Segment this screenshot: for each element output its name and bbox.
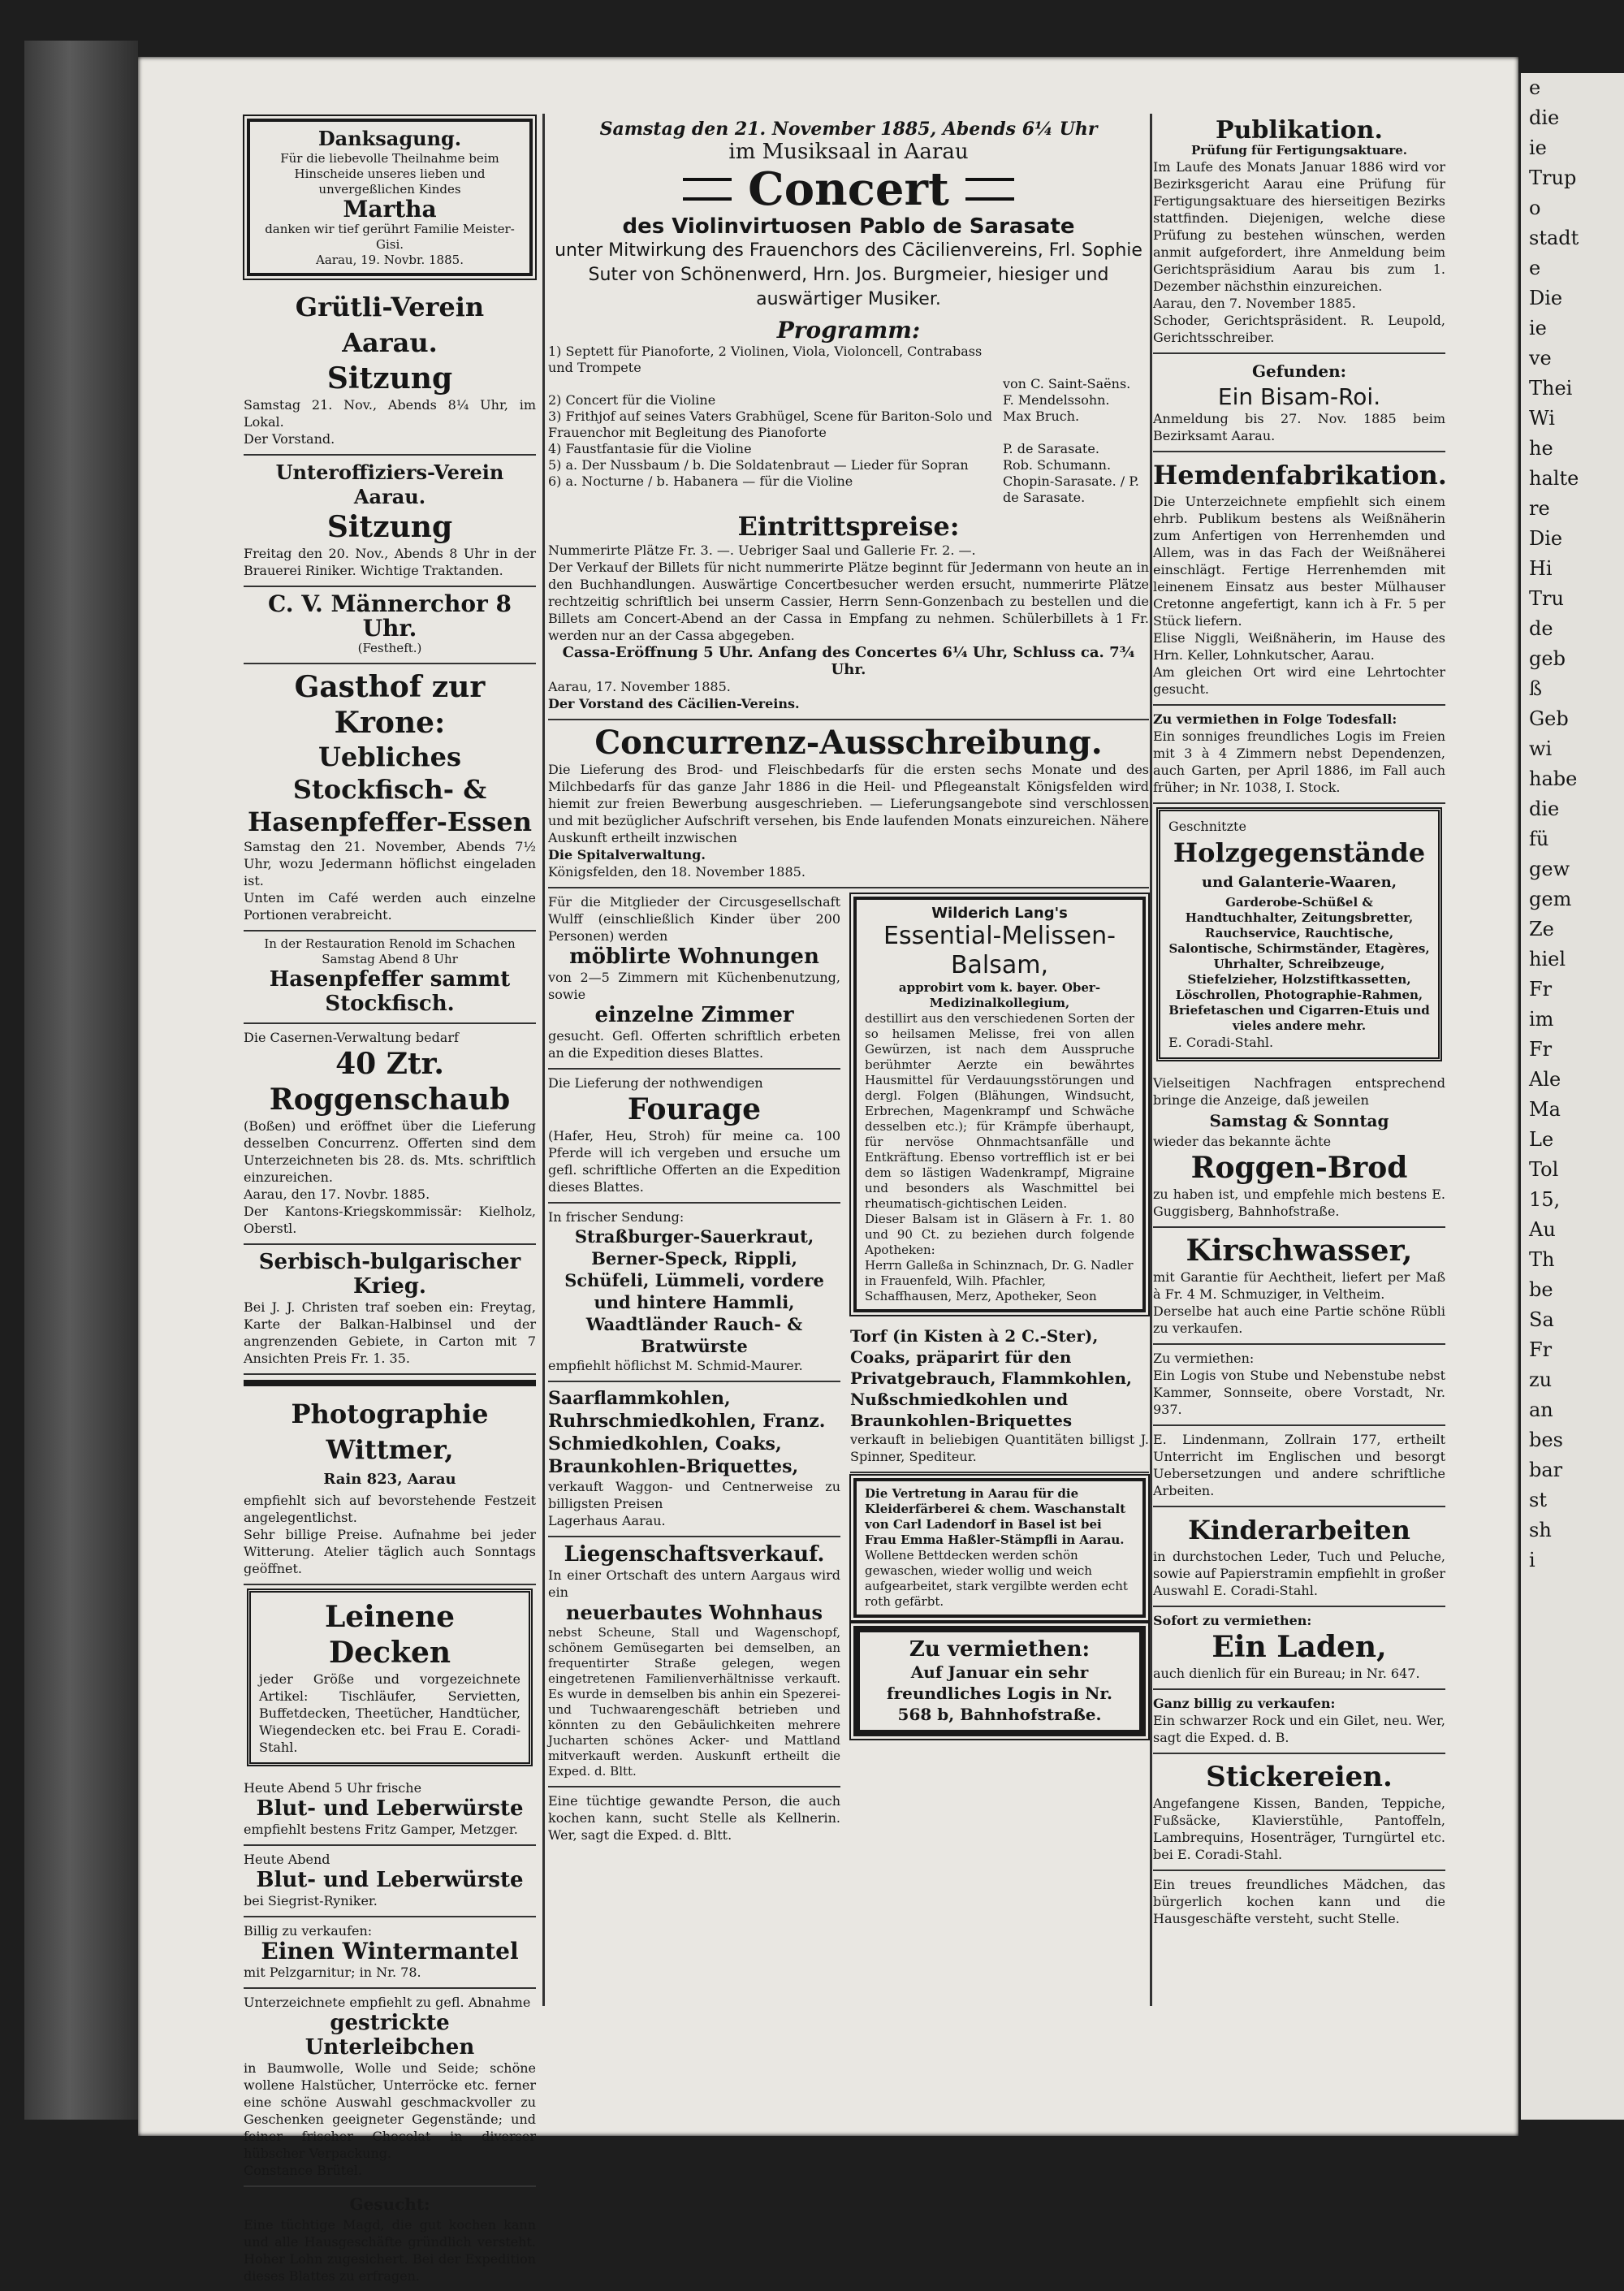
ad-krone <box>244 664 536 932</box>
ad-title: Saarflammkohlen, Ruhrschmiedkohlen, Franz. Schmiedkohlen, Coaks, Braunkohlen-Briquettes, <box>548 1388 826 1477</box>
ad-todesfall <box>1153 706 1445 804</box>
ad-fourage <box>548 1070 840 1204</box>
ad-sign: danken wir tief gerührt Familie Meister-Gisi. <box>265 222 515 252</box>
concert-text: unter Mitwirkung des Frauenchors des Cäcilienvereins, Frl. Sophie Suter von Schönenwerd, Hrn. Jos. Burgmeier, hiesiger und auswärtiger Musiker. <box>555 240 1142 309</box>
preise-sign: Der Vorstand des Cäcilien-Vereins. <box>548 696 800 711</box>
edge-text-fragment: bes <box>1529 1429 1563 1451</box>
ad-title: Gefunden: <box>1251 361 1347 381</box>
ad-sign: Constance Brütel. <box>244 2163 362 2178</box>
ad-title: Liegenschaftsverkauf. <box>564 1542 825 1567</box>
ad-text: in durchstochen Leder, Tuch und Peluche, sowie auf Papierstramin empfiehlt in großer Auswahl E. Coradi-Stahl. <box>1153 1549 1445 1598</box>
programm-composer: F. Mendelssohn. <box>1003 392 1110 408</box>
ad-maennerchor <box>244 587 536 664</box>
ad-title: Grütli-Verein Aarau. <box>295 292 485 358</box>
edge-text-fragment: Tru <box>1529 587 1564 610</box>
ad-text2: Derselbe hat auch eine Partie schöne Rübli zu verkaufen. <box>1153 1303 1445 1336</box>
ad-hemden <box>1153 452 1445 706</box>
column-center <box>548 114 1149 1850</box>
edge-text-fragment: an <box>1529 1398 1553 1421</box>
ad-text: Freitag den 20. Nov., Abends 8 Uhr in der Brauerei Riniker. Wichtige Traktanden. <box>244 546 536 578</box>
ad-text: destillirt aus den verschiedenen Sorten der so heilsamen Melisse, frei von allen Gewürzen, ist nach dem Ausspruche berühmter Aerzte ein bewährtes Hausmittel für Verdauungsstörungen und dergl. Folgen (Blähungen, Windsucht, Erbrechen, Magenkrampf und Schwäche desselben etc.); für Krämpfe überhaupt, für nervöse Ohnmachtsanfälle und Entkräftung. Ebenso vortrefflich ist er bei dem so lästigen Wadenkrampf, Migraine und besonders als Waschmittel bei rheumatisch-gichtischen Leiden. <box>865 1011 1134 1211</box>
ad-unterleibchen <box>244 1989 536 2187</box>
ad-text: Eine tüchtige gewandte Person, die auch kochen kann, sucht Stelle als Kellnerin. Wer, sagt die Exped. d. Bltt. <box>548 1793 840 1843</box>
ad-text2: Anmeldung bis 27. Nov. 1885 beim Bezirksamt Aarau. <box>1153 411 1445 443</box>
edge-text-fragment: fü <box>1529 828 1549 850</box>
programm-item <box>548 408 1149 441</box>
ad-rock <box>1153 1690 1445 1754</box>
ad-title: Fourage <box>627 1092 762 1126</box>
edge-text-fragment: Le <box>1529 1128 1554 1151</box>
ad-text: Auf Januar ein sehr freundliches Logis in Nr. 568 b, Bahnhofstraße. <box>886 1662 1113 1724</box>
ad-text: Bei J. J. Christen traf soeben ein: Freytag, Karte der Balkan-Halbinsel und der angrenzenden Gebiete, in Carton mit 7 Ansichten Preis Fr. 1. 35. <box>244 1299 536 1366</box>
ad-schachen <box>244 932 536 1024</box>
ad-text: Eine tüchtige Magd, die gut kochen kann und alle Hausgeschäfte gründlich versteht. Hoher Lohn zugesichert. Bei der Expedition dieses Blattes zu erfragen. <box>244 2217 536 2284</box>
ad-text: Vielseitigen Nachfragen entsprechend bringe die Anzeige, daß jeweilen <box>1153 1075 1445 1108</box>
programm-piece: 1) Septett für Pianoforte, 2 Violinen, Viola, Violoncell, Contrabass und Trompete <box>548 344 983 375</box>
ad-sign: Lagerhaus Aarau. <box>548 1513 666 1528</box>
ad-title: Hasenpfeffer sammt Stockfisch. <box>269 967 511 1016</box>
ad-text: Die Casernen-Verwaltung bedarf <box>244 1030 459 1045</box>
edge-text-fragment: stadt <box>1529 227 1579 249</box>
ad-text2: von 2—5 Zimmern mit Küchenbenutzung, sowie <box>548 970 840 1002</box>
ad-text: Für die liebevolle Theilnahme beim Hinscheide unseres lieben und unvergeßlichen Kindes <box>280 151 499 197</box>
ad-text2: (Hafer, Heu, Stroh) für meine ca. 100 Pferde will ich vergeben und ersuche um gefl. schriftliche Offerten an die Expedition dieses Blattes. <box>548 1128 840 1195</box>
ad-kohlen <box>548 1382 840 1537</box>
preise-text2: Der Verkauf der Billets für nicht nummerirte Plätze beginnt für Jedermann von heute an in den Buchhandlungen. Auswärtige Concertbesucher werden ersucht, nummerirte Plätze rechtzeitig schriftlich bei unserm Cassier, Herrn Senn-Gonzenbach zu bestellen und die Billets am Concert-Abend an der Cassa in Empfang zu nehmen. Schülerbillets à 1 Fr. werden nur an der Cassa abgegeben. <box>548 560 1149 643</box>
edge-text-fragment: 15, <box>1529 1188 1561 1211</box>
ad-sub: approbirt vom k. bayer. Ober-Medizinalkollegium, <box>898 980 1101 1010</box>
edge-text-fragment: Tol <box>1529 1158 1559 1181</box>
ad-title: 40 Ztr. Roggenschaub <box>269 1047 511 1117</box>
ad-text: Die Vertretung in Aarau für die Kleiderfärberei & chem. Waschanstalt von Carl Ladendorf in Basel ist bei Frau Emma Haßler-Stämpfli in Aarau. <box>865 1486 1126 1547</box>
ad-text: Unterzeichnete empfiehlt zu gefl. Abnahme <box>244 1995 531 2010</box>
programm-composer: von C. Saint-Saëns. <box>1003 376 1131 391</box>
programm-piece: 4) Faustfantasie für die Violine <box>548 441 752 456</box>
ad-sub: Rain 823, Aarau <box>323 1471 456 1488</box>
concert-artist: des Violinvirtuosen Pablo de Sarasate <box>622 214 1075 239</box>
ad-title: Holzgegenstände <box>1173 837 1426 868</box>
divider-bar <box>244 1380 536 1386</box>
ad-vermiethen <box>853 1626 1146 1736</box>
edge-text-fragment: de <box>1529 617 1553 640</box>
edge-text-fragment: e <box>1529 76 1541 99</box>
ad-text: Ein Bisam-Roi. <box>1217 383 1381 410</box>
programm-title: Programm: <box>776 317 921 344</box>
ad-photo <box>244 1391 536 1585</box>
ad-sign: Der Vorstand. <box>244 431 335 447</box>
edge-text-fragment: Fr <box>1529 1038 1553 1061</box>
ad-caserne <box>244 1024 536 1245</box>
edge-text-fragment: Fr <box>1529 1338 1553 1361</box>
programm-item <box>548 392 1149 408</box>
ad-sub: Prüfung für Fertigungsaktuare. <box>1190 143 1407 158</box>
edge-text-fragment: wi <box>1529 737 1553 760</box>
ad-title: gestrickte Unterleibchen <box>304 2011 475 2060</box>
ad-title: C. V. Männerchor 8 Uhr. <box>267 590 512 642</box>
edge-text-fragment: halte <box>1529 467 1579 490</box>
ad-text: Torf (in Kisten à 2 C.-Ster), Coaks, präparirt für den Privatgebrauch, Flammkohlen, Nußschmiedkohlen und Braunkohlen-Briquettes <box>850 1326 1133 1430</box>
ad-text: E. Lindenmann, Zollrain 177, ertheilt Unterricht im Englischen und besorgt Uebersetzungen und andere schriftliche Arbeiten. <box>1153 1432 1445 1498</box>
ad-concert <box>548 114 1149 720</box>
ad-title: Concurrenz-Ausschreibung. <box>594 724 1103 762</box>
preise-text3: Cassa-Eröffnung 5 Uhr. Anfang des Concertes 6¼ Uhr, Schluss ca. 7¾ Uhr. <box>562 644 1135 678</box>
ad-date: Königsfelden, den 18. November 1885. <box>548 864 806 880</box>
edge-text-fragment: he <box>1529 437 1553 460</box>
edge-text-fragment: Die <box>1529 527 1563 550</box>
center-subcol-left <box>548 888 840 1850</box>
ad-title: Zu vermiethen: <box>909 1637 1091 1662</box>
ad-text2: Am gleichen Ort wird eine Lehrtochter gesucht. <box>1153 664 1445 697</box>
ad-text2: Unten im Café werden auch einzelne Portionen verabreicht. <box>244 890 536 923</box>
edge-text-fragment: Ze <box>1529 918 1554 940</box>
ad-gesucht <box>244 2187 536 2291</box>
edge-text-fragment: Wi <box>1529 407 1555 430</box>
ad-text: Heute Abend 5 Uhr frische <box>244 1780 422 1796</box>
edge-text-fragment: Sa <box>1529 1308 1554 1331</box>
edge-text-fragment: sh <box>1529 1519 1552 1541</box>
ad-kinderarbeiten <box>1153 1507 1445 1607</box>
edge-text-fragment: bar <box>1529 1459 1563 1481</box>
column-rule <box>542 114 545 2006</box>
programm-composer: P. de Sarasate. <box>1003 441 1099 456</box>
ad-text2: nebst Scheune, Stall und Wagenschopf, schönem Gemüsegarten bei demselben, an frequentirter Straße gelegen, wegen eingetretenen Familienverhältnisse verkauft. Es wurde in demselben bis anhin ein Spezerei- und Tuchwaarengeschäft betrieben und könnten zu den Gebäulichkeiten mehrere Jucharten schönes Acker- und Mattland mitverkauft werden. Auskunft ertheilt die Exped. d. Bltt. <box>548 1625 840 1779</box>
ad-title: Stickereien. <box>1206 1761 1393 1793</box>
ad-text2: (Boßen) und eröffnet über die Lieferung desselben Concurrenz. Offerten sind dem Unterzeichneten bis 28. ds. Mts. schriftlich einzureichen. <box>244 1118 536 1185</box>
edge-text-fragment: gem <box>1529 888 1572 910</box>
ad-text: Ein treues freundliches Mädchen, das bürgerlich kochen kann und die Hausgeschäfte versteht, sucht Stelle. <box>1153 1877 1445 1926</box>
edge-text-fragment: im <box>1529 1008 1554 1031</box>
edge-text-fragment: o <box>1529 197 1541 219</box>
programm-piece: 5) a. Der Nussbaum / b. Die Soldatenbraut — Lieder für Sopran <box>548 457 969 473</box>
ad-sauerkraut <box>548 1204 840 1382</box>
ad-text2: verkauft in beliebigen Quantitäten billigst J. Spinner, Spediteur. <box>850 1432 1149 1464</box>
ad-maedchen <box>1153 1871 1445 1934</box>
ad-title: Roggen-Brod <box>1190 1151 1408 1185</box>
ad-liegenschaft <box>548 1537 840 1787</box>
ad-text2: wieder das bekannte ächte <box>1153 1134 1332 1149</box>
ad-text: verkauft Waggon- und Centnerweise zu billigsten Preisen <box>548 1479 840 1511</box>
column-left <box>244 114 536 2291</box>
edge-text-fragment: ie <box>1529 317 1547 339</box>
ad-danksagung <box>247 119 533 276</box>
ad-leinen <box>247 1589 533 1766</box>
programm-item <box>548 344 1149 376</box>
ad-text: Billig zu verkaufen: <box>244 1923 373 1939</box>
ad-lindenmann <box>1153 1426 1445 1507</box>
programm-list <box>548 344 1149 506</box>
ad-text3: gesucht. Gefl. Offerten schriftlich erbeten an die Expedition dieses Blattes. <box>548 1028 840 1061</box>
ad-list: Herrn Galleßa in Schinznach, Dr. G. Nadler in Frauenfeld, Wilh. Pfachler, Schaffhausen, Merz, Apotheker, Seon <box>865 1258 1134 1303</box>
edge-text-fragment: die <box>1529 106 1560 129</box>
ad-text2: in Baumwolle, Wolle und Seide; schöne wollene Halstücher, Unterröcke etc. ferner eine schöne Auswahl geschmackvoller zu Geschenken geeigneter Gegenstände; und feiner frischer Chocolat in diverser hübscher Verpackung. <box>244 2060 536 2161</box>
edge-text-fragment: Geb <box>1529 707 1569 730</box>
ad-title: Serbisch-bulgarischer Krieg. <box>258 1250 521 1299</box>
ad-kellnerin <box>548 1787 840 1850</box>
programm-piece: 3) Frithjof auf seines Vaters Grabhügel, Scene für Bariton-Solo und Frauenchor mit Begleitung des Pianoforte <box>548 408 993 440</box>
programm-composer: Chopin-Sarasate. / P. de Sarasate. <box>1003 473 1139 505</box>
ad-stickereien <box>1153 1754 1445 1871</box>
ad-date: Aarau, den 7. November 1885. <box>1153 296 1356 311</box>
programm-composer: Rob. Schumann. <box>1003 457 1112 473</box>
ad-sign: E. Coradi-Stahl. <box>1168 1035 1274 1050</box>
ad-text: Samstag 21. Nov., Abends 8¼ Uhr, im Lokal. <box>244 397 536 430</box>
ad-title: Hemdenfabrikation. <box>1153 460 1447 491</box>
ad-stube <box>1153 1345 1445 1426</box>
edge-text-fragment: die <box>1529 798 1560 820</box>
programm-piece: 2) Concert für die Violine <box>548 392 716 408</box>
ad-sign: empfiehlt höflichst M. Schmid-Maurer. <box>548 1358 803 1373</box>
ad-title: Blut- und Leberwürste <box>256 1868 524 1892</box>
programm-item <box>548 473 1149 506</box>
ad-title: Photographie Wittmer, <box>291 1398 489 1465</box>
ad-sign: zu haben ist, und empfehle mich bestens E. Guggisberg, Bahnhofstraße. <box>1153 1187 1445 1219</box>
adjacent-page-edge <box>1518 73 1624 2120</box>
ad-text2: Wollene Bettdecken werden schön gewaschen, wieder wollig und weich aufgearbeitet, stark vergilbte werden echt roth gefärbt. <box>865 1548 1128 1609</box>
ad-text: Die Lieferung der nothwendigen <box>548 1075 763 1091</box>
preise-title: Eintrittspreise: <box>737 511 960 542</box>
ad-sign: bei Siegrist-Ryniker. <box>244 1893 378 1908</box>
ad-text: Ein schwarzer Rock und ein Gilet, neu. Wer, sagt die Exped. d. B. <box>1153 1713 1445 1745</box>
ad-blutwurst-2 <box>244 1846 536 1917</box>
ad-title: Gesucht: <box>349 2194 430 2214</box>
ad-title: Kinderarbeiten <box>1188 1515 1410 1545</box>
ad-waschanstalt <box>853 1478 1146 1618</box>
ad-sign: empfiehlt bestens Fritz Gamper, Metzger. <box>244 1822 518 1837</box>
programm-piece: 6) a. Nocturne / b. Habanera — für die Violine <box>548 473 853 489</box>
ad-text: Die Unterzeichnete empfiehlt sich einem ehrb. Publikum bestens als Weißnäherin zum Anfertigen von Herrenhemden und Allem, was in das Fach der Weißnäherei einschlägt. Fertige Herrenhemden mit leinenem Einsatz aus bester Mülhauser Cretonne angefertigt, kann ich à Fr. 5 per Stück liefern. <box>1153 494 1445 629</box>
ad-text: Im Laufe des Monats Januar 1886 wird vor Bezirksgericht Aarau eine Prüfung für Fertigungsaktuare des hierseitigen Bezirks stattfinden. Diejenigen, welche diese Prüfung zu bestehen wünschen, werden anmit aufgefordert, ihre Anmeldung beim Gerichtspräsidium Aarau bis zum 1. Dezember nächsthin einzureichen. <box>1153 159 1445 294</box>
ad-title: Ganz billig zu verkaufen: <box>1153 1696 1336 1711</box>
ad-sign: Elise Niggli, Weißnäherin, im Hause des Hrn. Keller, Lohnkutscher, Aarau. <box>1153 630 1445 663</box>
ad-roggenbrod <box>1153 1070 1445 1228</box>
edge-text-fragment: zu <box>1529 1368 1553 1391</box>
edge-text-fragment: Th <box>1529 1248 1555 1271</box>
edge-text-fragment: st <box>1529 1489 1547 1511</box>
ad-sign: Die Spitalverwaltung. <box>548 847 706 862</box>
ad-text: Samstag den 21. November, Abends 7½ Uhr, wozu Jedermann höflichst eingeladen ist. <box>244 839 536 888</box>
ad-title: Einen Wintermantel <box>261 1938 519 1965</box>
ad-concurrenz <box>548 720 1149 888</box>
edge-text-fragment: Thei <box>1529 377 1573 400</box>
edge-text-fragment: Au <box>1529 1218 1556 1241</box>
ad-blutwurst-1 <box>244 1774 536 1846</box>
edge-text-fragment: Ma <box>1529 1098 1561 1121</box>
ad-title2: Uebliches Stockfisch- & Hasenpfeffer-Essen <box>248 741 532 837</box>
edge-text-fragment: geb <box>1529 647 1566 670</box>
ad-wintermantel <box>244 1917 536 1989</box>
ad-title: Unteroffiziers-Verein Aarau. <box>275 460 504 508</box>
ad-text: Ein Logis von Stube und Nebenstube nebst Kammer, Sonnseite, obere Vorstadt, Nr. 937. <box>1153 1368 1445 1417</box>
edge-text-fragment: e <box>1529 257 1541 279</box>
ad-text2: Dieser Balsam ist in Gläsern à Fr. 1. 80 und 90 Ct. zu beziehen durch folgende Apotheken: <box>865 1212 1134 1257</box>
ad-title: Zu vermiethen in Folge Todesfall: <box>1153 711 1397 727</box>
edge-text-fragment: hiel <box>1529 948 1566 970</box>
concert-heading <box>548 164 1149 214</box>
ad-text: Angefangene Kissen, Banden, Teppiche, Fußsäcke, Klavierstühle, Pantoffeln, Lambrequins, Hosenträger, Turngürtel etc. bei E. Coradi-Stahl. <box>1153 1796 1445 1862</box>
edge-text-fragment: Trup <box>1529 166 1577 189</box>
edge-text-fragment: Die <box>1529 287 1563 309</box>
ad-head: Geschnitzte <box>1168 819 1246 834</box>
ad-text: Ein sonniges freundliches Logis im Freien mit 3 à 4 Zimmern nebst Dependenzen, auch Garten, per April 1886, im Fall auch früher; in Nr. 1038, I. Stock. <box>1153 728 1445 795</box>
edge-text-fragment: gew <box>1529 858 1570 880</box>
edge-text-fragment: Ale <box>1529 1068 1561 1091</box>
ad-name: Martha <box>343 196 437 223</box>
ad-head: Wilderich Lang's <box>931 905 1068 922</box>
edge-text-fragment: habe <box>1529 767 1578 790</box>
book-spine <box>24 41 138 2120</box>
ad-text: empfiehlt sich auf bevorstehende Festzeit angelegentlichst. <box>244 1493 536 1525</box>
ad-gruetli <box>244 284 536 456</box>
ad-title2: einzelne Zimmer <box>594 1003 794 1027</box>
edge-text-fragment: ie <box>1529 136 1547 159</box>
ad-date: Aarau, den 17. Novbr. 1885. <box>244 1187 430 1202</box>
edge-text-fragment: Hi <box>1529 557 1553 580</box>
ad-text: mit Garantie für Aechtheit, liefert per Maß à Fr. 4 M. Schmuziger, in Veltheim. <box>1153 1269 1445 1302</box>
ad-unteroffiziers <box>244 456 536 587</box>
ad-sign: Schoder, Gerichtspräsident. R. Leupold, Gerichtsschreiber. <box>1153 313 1445 345</box>
ad-text: Die Lieferung des Brod- und Fleischbedarfs für die ersten sechs Monate und des Milchbedarfs für das ganze Jahr 1886 in die Heil- und Pflegeanstalt Königsfelden wird hiemit zur freien Bewerbung ausgeschrieben. — Lieferungsangebote sind verschlossen und mit bezüglicher Aufschrift versehen, bis Ende laufenden Monats einzureichen. Nähere Auskunft ertheilt inzwischen <box>548 762 1149 845</box>
ad-title: Blut- und Leberwürste <box>256 1796 524 1821</box>
preise-date: Aarau, 17. November 1885. <box>548 679 731 694</box>
ad-title: Zu vermiethen: <box>1153 1351 1255 1366</box>
ad-kirschwasser <box>1153 1228 1445 1345</box>
ad-title: Leinene Decken <box>324 1600 456 1670</box>
programm-item <box>548 457 1149 473</box>
concert-place: im Musiksaal in Aarau <box>728 140 969 164</box>
ad-sign: Der Kantons-Kriegskommissär: Kielholz, Oberstl. <box>244 1204 536 1236</box>
ad-publikation <box>1153 114 1445 354</box>
ad-heading: Sitzung <box>326 510 453 544</box>
ad-title2: und Galanterie-Waaren, <box>1202 874 1397 891</box>
ad-title: Publikation. <box>1216 116 1383 145</box>
column-right <box>1153 114 1445 1934</box>
edge-text-fragment: ß <box>1529 677 1543 700</box>
ornament-lines <box>683 178 732 201</box>
ornament-lines <box>965 178 1014 201</box>
ad-text2: auch dienlich für ein Bureau; in Nr. 647. <box>1153 1666 1420 1681</box>
ad-krieg <box>244 1245 536 1375</box>
ad-title: Kirschwasser, <box>1186 1234 1413 1268</box>
ad-sub: Samstag & Sonntag <box>1209 1111 1389 1130</box>
ad-text: Garderobe-Schüßel & Handtuchhalter, Zeitungsbretter, Rauchservice, Rauchtische, Salontische, Schirmständer, Etagères, Uhrhalter, Schreibzeuge, Stiefelzieher, Holzstiftkassetten, Löschrollen, Photographie-Rahmen, Briefetaschen und Cigarren-Etuis und vieles andere mehr. <box>1168 895 1430 1033</box>
concert-title: Concert <box>748 162 949 216</box>
ad-gefunden <box>1153 354 1445 452</box>
ad-laden <box>1153 1607 1445 1690</box>
center-subcol-right <box>850 888 1149 1850</box>
ad-date: Aarau, 19. Novbr. 1885. <box>316 253 464 267</box>
edge-text-fragment: ve <box>1529 347 1552 370</box>
edge-text-fragment: i <box>1529 1549 1535 1571</box>
column-rule <box>1150 114 1152 2006</box>
programm-item <box>548 376 1149 392</box>
ad-text: Sofort zu vermiethen: <box>1153 1613 1312 1628</box>
edge-text-fragment: re <box>1529 497 1550 520</box>
ad-text: Für die Mitglieder der Circusgesellschaft Wulff (einschließlich Kinder über 200 Personen) werden <box>548 894 840 944</box>
ad-text: Heute Abend <box>244 1852 330 1867</box>
programm-item <box>548 441 1149 457</box>
ad-balsam <box>853 897 1146 1312</box>
programm-composer <box>1003 344 1149 376</box>
ad-text: In frischer Sendung: <box>548 1209 685 1225</box>
ad-text2: Sehr billige Preise. Aufnahme bei jeder Witterung. Atelier täglich auch Sonntags geöffnet. <box>244 1527 536 1576</box>
concert-date: Samstag den 21. November 1885, Abends 6¼ Uhr <box>599 119 1098 140</box>
ad-holzgegenstaende <box>1156 807 1442 1061</box>
center-split <box>548 888 1149 1850</box>
ad-torf <box>850 1321 1149 1473</box>
preise-text: Nummerirte Plätze Fr. 3. —. Uebriger Saal und Gallerie Fr. 2. —. <box>548 542 976 558</box>
ad-title: Danksagung. <box>317 127 462 150</box>
ad-sub: mit Pelzgarnitur; in Nr. 78. <box>244 1965 421 1980</box>
ad-text: jeder Größe und vorgezeichnete Artikel: Tischläufer, Servietten, Buffetdecken, Theetücher, Handtücher, Wiegendecken etc. bei Frau E. Coradi-Stahl. <box>259 1671 520 1755</box>
ad-title: Straßburger-Sauerkraut, Berner-Speck, Rippli, Schüfeli, Lümmeli, vordere und hintere Hammli, Waadtländer Rauch- & Bratwürste <box>564 1226 824 1356</box>
ad-title: möblirte Wohnungen <box>569 944 819 969</box>
programm-piece <box>548 376 1003 392</box>
ad-title: Ein Laden, <box>1212 1630 1387 1664</box>
ad-title: Essential-Melissen-Balsam, <box>883 922 1116 979</box>
ad-text: In einer Ortschaft des untern Aargaus wird ein <box>548 1567 840 1600</box>
ad-circus <box>548 888 840 1070</box>
edge-text-fragment: Fr <box>1529 978 1553 1001</box>
ad-sub: (Festheft.) <box>357 641 422 655</box>
ad-text: In der Restauration Renold im Schachen Samstag Abend 8 Uhr <box>264 936 516 966</box>
ad-title: Gasthof zur Krone: <box>294 670 486 740</box>
edge-text-fragment: be <box>1529 1278 1553 1301</box>
ad-title2: neuerbautes Wohnhaus <box>566 1601 823 1624</box>
ad-heading: Sitzung <box>326 361 453 396</box>
programm-composer: Max Bruch. <box>1003 408 1080 424</box>
